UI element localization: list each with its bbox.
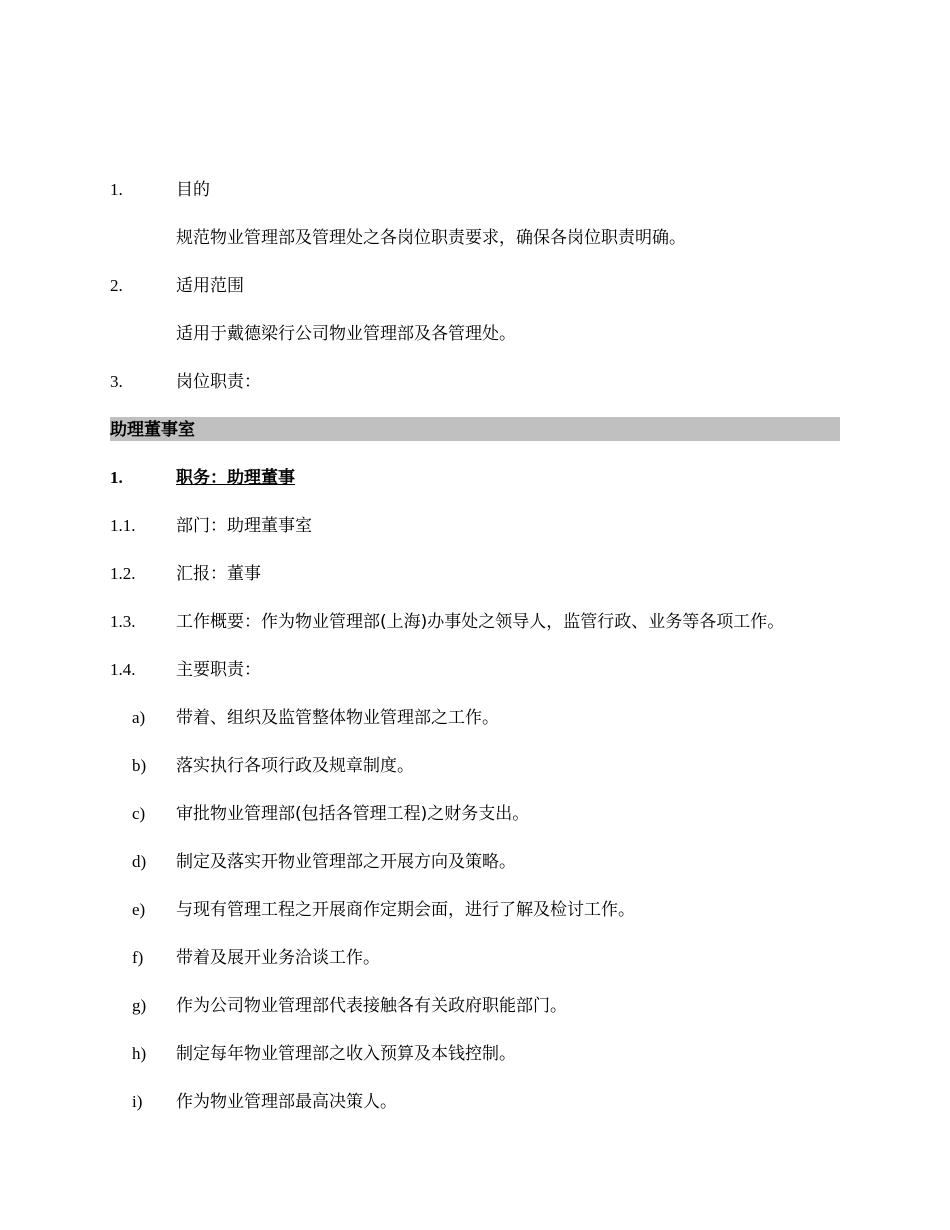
section-number: 3.	[110, 372, 123, 391]
duty-item	[110, 1087, 840, 1117]
section-heading-duties	[110, 367, 840, 397]
section-heading-purpose	[110, 175, 840, 205]
duty-text: 带着、组织及监管整体物业管理部之工作。	[176, 708, 499, 728]
section-title: 适用范围	[176, 276, 244, 296]
duty-text: 作为物业管理部最高决策人。	[176, 1092, 397, 1112]
section-body-scope	[110, 319, 840, 349]
duty-item	[110, 895, 840, 925]
section-number: 2.	[110, 276, 123, 295]
duty-label: b)	[132, 756, 147, 775]
duty-item	[110, 799, 840, 829]
duty-label: g)	[132, 996, 147, 1015]
position-heading	[110, 463, 840, 493]
duty-label: c)	[132, 804, 146, 823]
section-title: 目的	[176, 180, 210, 200]
duty-item	[110, 751, 840, 781]
field-number: 1.1.	[110, 516, 136, 535]
field-text: 部门：助理董事室	[176, 516, 312, 536]
duty-item	[110, 703, 840, 733]
field-text: 汇报：董事	[176, 564, 261, 584]
position-number: 1.	[110, 468, 123, 487]
duty-item	[110, 847, 840, 877]
section-title: 岗位职责：	[176, 372, 261, 392]
section-body-purpose	[110, 223, 840, 253]
field-text: 工作概要：作为物业管理部(上海)办事处之领导人，监管行政、业务等各项工作。	[176, 612, 785, 632]
duty-text: 制定及落实开物业管理部之开展方向及策略。	[176, 852, 516, 872]
field-summary	[110, 607, 840, 637]
field-number: 1.4.	[110, 660, 136, 679]
section-text: 适用于戴德梁行公司物业管理部及各管理处。	[176, 324, 516, 344]
field-report-to	[110, 559, 840, 589]
duty-item	[110, 943, 840, 973]
section-number: 1.	[110, 180, 123, 199]
duty-text: 带着及展开业务洽谈工作。	[176, 948, 380, 968]
duty-item	[110, 1039, 840, 1069]
duty-label: h)	[132, 1044, 147, 1063]
duty-text: 落实执行各项行政及规章制度。	[176, 756, 414, 776]
duty-text: 作为公司物业管理部代表接触各有关政府职能部门。	[176, 996, 567, 1016]
duty-text: 与现有管理工程之开展商作定期会面，进行了解及检讨工作。	[176, 900, 635, 920]
field-number: 1.2.	[110, 564, 136, 583]
field-main-duties	[110, 655, 840, 685]
duty-label: i)	[132, 1092, 143, 1111]
duty-label: e)	[132, 900, 146, 919]
department-banner-label: 助理董事室	[110, 420, 195, 440]
duty-item	[110, 991, 840, 1021]
field-department	[110, 511, 840, 541]
duty-label: f)	[132, 948, 144, 967]
section-text: 规范物业管理部及管理处之各岗位职责要求，确保各岗位职责明确。	[176, 228, 686, 248]
section-heading-scope	[110, 271, 840, 301]
duty-label: d)	[132, 852, 147, 871]
duty-text: 制定每年物业管理部之收入预算及本钱控制。	[176, 1044, 516, 1064]
field-text: 主要职责：	[176, 660, 261, 680]
department-banner	[110, 417, 840, 441]
position-title: 职务：助理董事	[176, 468, 295, 488]
duty-label: a)	[132, 708, 146, 727]
field-number: 1.3.	[110, 612, 136, 631]
duty-text: 审批物业管理部(包括各管理工程)之财务支出。	[176, 804, 530, 824]
